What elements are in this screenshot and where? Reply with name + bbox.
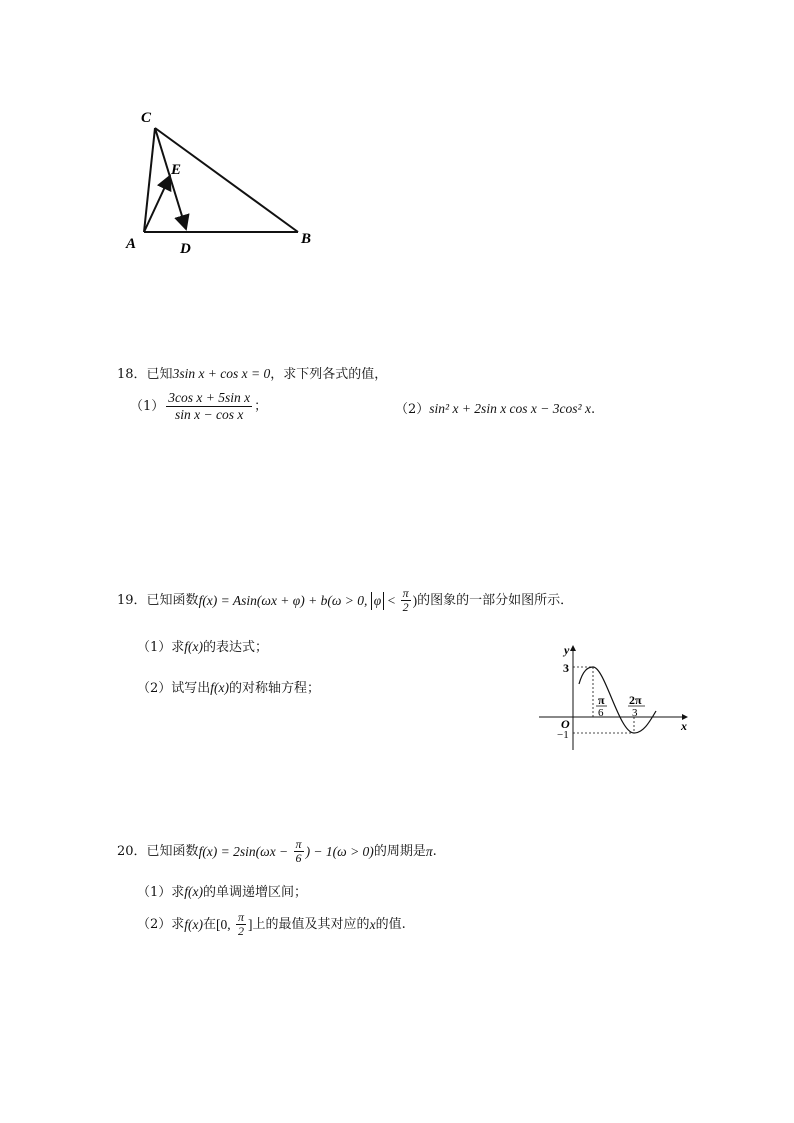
q19-lt: < bbox=[384, 592, 399, 608]
q20-interval-a: [0, bbox=[216, 916, 235, 932]
q20-func-a: f(x) = 2sin(ωx − bbox=[198, 843, 292, 859]
graph-pi6-den: 6 bbox=[598, 707, 604, 719]
q19-part1-fx: f(x) bbox=[184, 639, 204, 654]
q19-intro bbox=[117, 587, 573, 614]
q18-intro-suffix: ，求下列各式的值， bbox=[270, 367, 388, 382]
q19-frac-den: 2 bbox=[402, 600, 409, 614]
q18-part1-label: （1） bbox=[130, 398, 165, 414]
q20-part2-x: x bbox=[369, 916, 376, 932]
q19-part1-end: 的表达式； bbox=[203, 640, 269, 655]
q19-fraction bbox=[401, 587, 411, 614]
q18-part1-fraction bbox=[166, 390, 252, 423]
q19-part2 bbox=[137, 679, 320, 698]
q20-part1-end: 的单调递增区间； bbox=[203, 885, 308, 900]
q20-intro-mid: 的周期是 bbox=[373, 843, 426, 859]
q18-intro-prefix: 已知 bbox=[146, 367, 173, 382]
graph-2pi3-num: 2π bbox=[629, 693, 642, 707]
graph-x-label: x bbox=[681, 719, 687, 733]
q19-close: ) bbox=[412, 592, 418, 608]
q18-equation: 3sin x + cos x = 0 bbox=[172, 366, 271, 381]
q20-part2 bbox=[137, 911, 406, 938]
q19-part2-fx: f(x) bbox=[210, 680, 230, 695]
q20-intro-end: . bbox=[432, 843, 437, 859]
q18-part1-denominator: sin x − cos x bbox=[175, 407, 244, 422]
q20-frac-den: 6 bbox=[295, 851, 302, 865]
label-a: A bbox=[126, 236, 137, 252]
q19-part1-text: （1）求 bbox=[137, 640, 185, 655]
vector-cd bbox=[155, 128, 186, 229]
q19-part1 bbox=[137, 638, 268, 657]
label-d: D bbox=[180, 241, 191, 257]
q20-period: π bbox=[425, 843, 433, 859]
triangle-figure bbox=[110, 100, 340, 265]
graph-pi6-num: π bbox=[598, 693, 605, 707]
q20-interval-num: π bbox=[238, 910, 245, 924]
graph-y-min-label: −1 bbox=[557, 729, 569, 741]
q19-part2-end: 的对称轴方程； bbox=[229, 681, 321, 696]
q18-part2-end: . bbox=[590, 402, 596, 417]
q20-interval-b: ] bbox=[248, 916, 253, 932]
q18-intro bbox=[117, 365, 387, 384]
q18-part2 bbox=[395, 400, 595, 419]
q18-part2-expr: sin² x + 2sin x cos x − 3cos² x bbox=[429, 401, 591, 416]
q19-frac-num: π bbox=[402, 586, 409, 600]
graph-y-max-label: 3 bbox=[563, 661, 569, 675]
q20-interval-fraction bbox=[236, 911, 246, 938]
side-ac bbox=[144, 128, 155, 232]
q18-part1-numerator: 3cos x + 5sin x bbox=[168, 390, 251, 405]
q18-number: 18． bbox=[117, 367, 147, 382]
q20-fraction bbox=[294, 838, 304, 865]
label-e: E bbox=[171, 162, 182, 178]
label-b: B bbox=[301, 231, 312, 247]
q20-part2-end: 的值. bbox=[375, 916, 406, 932]
q19-number: 19． bbox=[117, 592, 147, 608]
q20-intro-prefix: 已知函数 bbox=[146, 843, 199, 859]
q20-part2-fx: f(x) bbox=[184, 916, 204, 932]
q19-function-graph bbox=[535, 640, 695, 755]
graph-y-label: y bbox=[564, 643, 570, 657]
q20-interval-den: 2 bbox=[238, 924, 245, 938]
q20-frac-num: π bbox=[295, 837, 302, 851]
graph-2pi3-den: 3 bbox=[632, 707, 638, 719]
q20-number: 20． bbox=[117, 843, 147, 859]
q20-part1-fx: f(x) bbox=[184, 884, 204, 899]
q18-part1 bbox=[130, 390, 267, 423]
q18-part1-end: ； bbox=[254, 398, 268, 414]
sine-curve bbox=[579, 667, 656, 733]
q20-intro bbox=[117, 838, 437, 865]
q20-part1-text: （1）求 bbox=[137, 885, 185, 900]
q19-part2-text: （2）试写出 bbox=[137, 681, 211, 696]
q20-part2-in: 在 bbox=[203, 916, 217, 932]
q20-part1 bbox=[137, 883, 307, 902]
q18-part2-label: （2） bbox=[395, 402, 430, 417]
q20-part2-mid: 上的最值及其对应的 bbox=[252, 916, 370, 932]
q20-part2-text: （2）求 bbox=[137, 916, 185, 932]
side-cb bbox=[155, 128, 298, 232]
q20-func-b: ) − 1(ω > 0) bbox=[305, 843, 374, 859]
q19-abs-phi: φ bbox=[371, 592, 384, 610]
q19-intro-suffix: 的图象的一部分如图所示． bbox=[417, 592, 574, 608]
q19-func: f(x) = Asin(ωx + φ) + b(ω > 0, bbox=[198, 592, 371, 608]
q19-intro-prefix: 已知函数 bbox=[146, 592, 199, 608]
graph-origin-label: O bbox=[561, 717, 570, 731]
label-c: C bbox=[141, 110, 152, 126]
